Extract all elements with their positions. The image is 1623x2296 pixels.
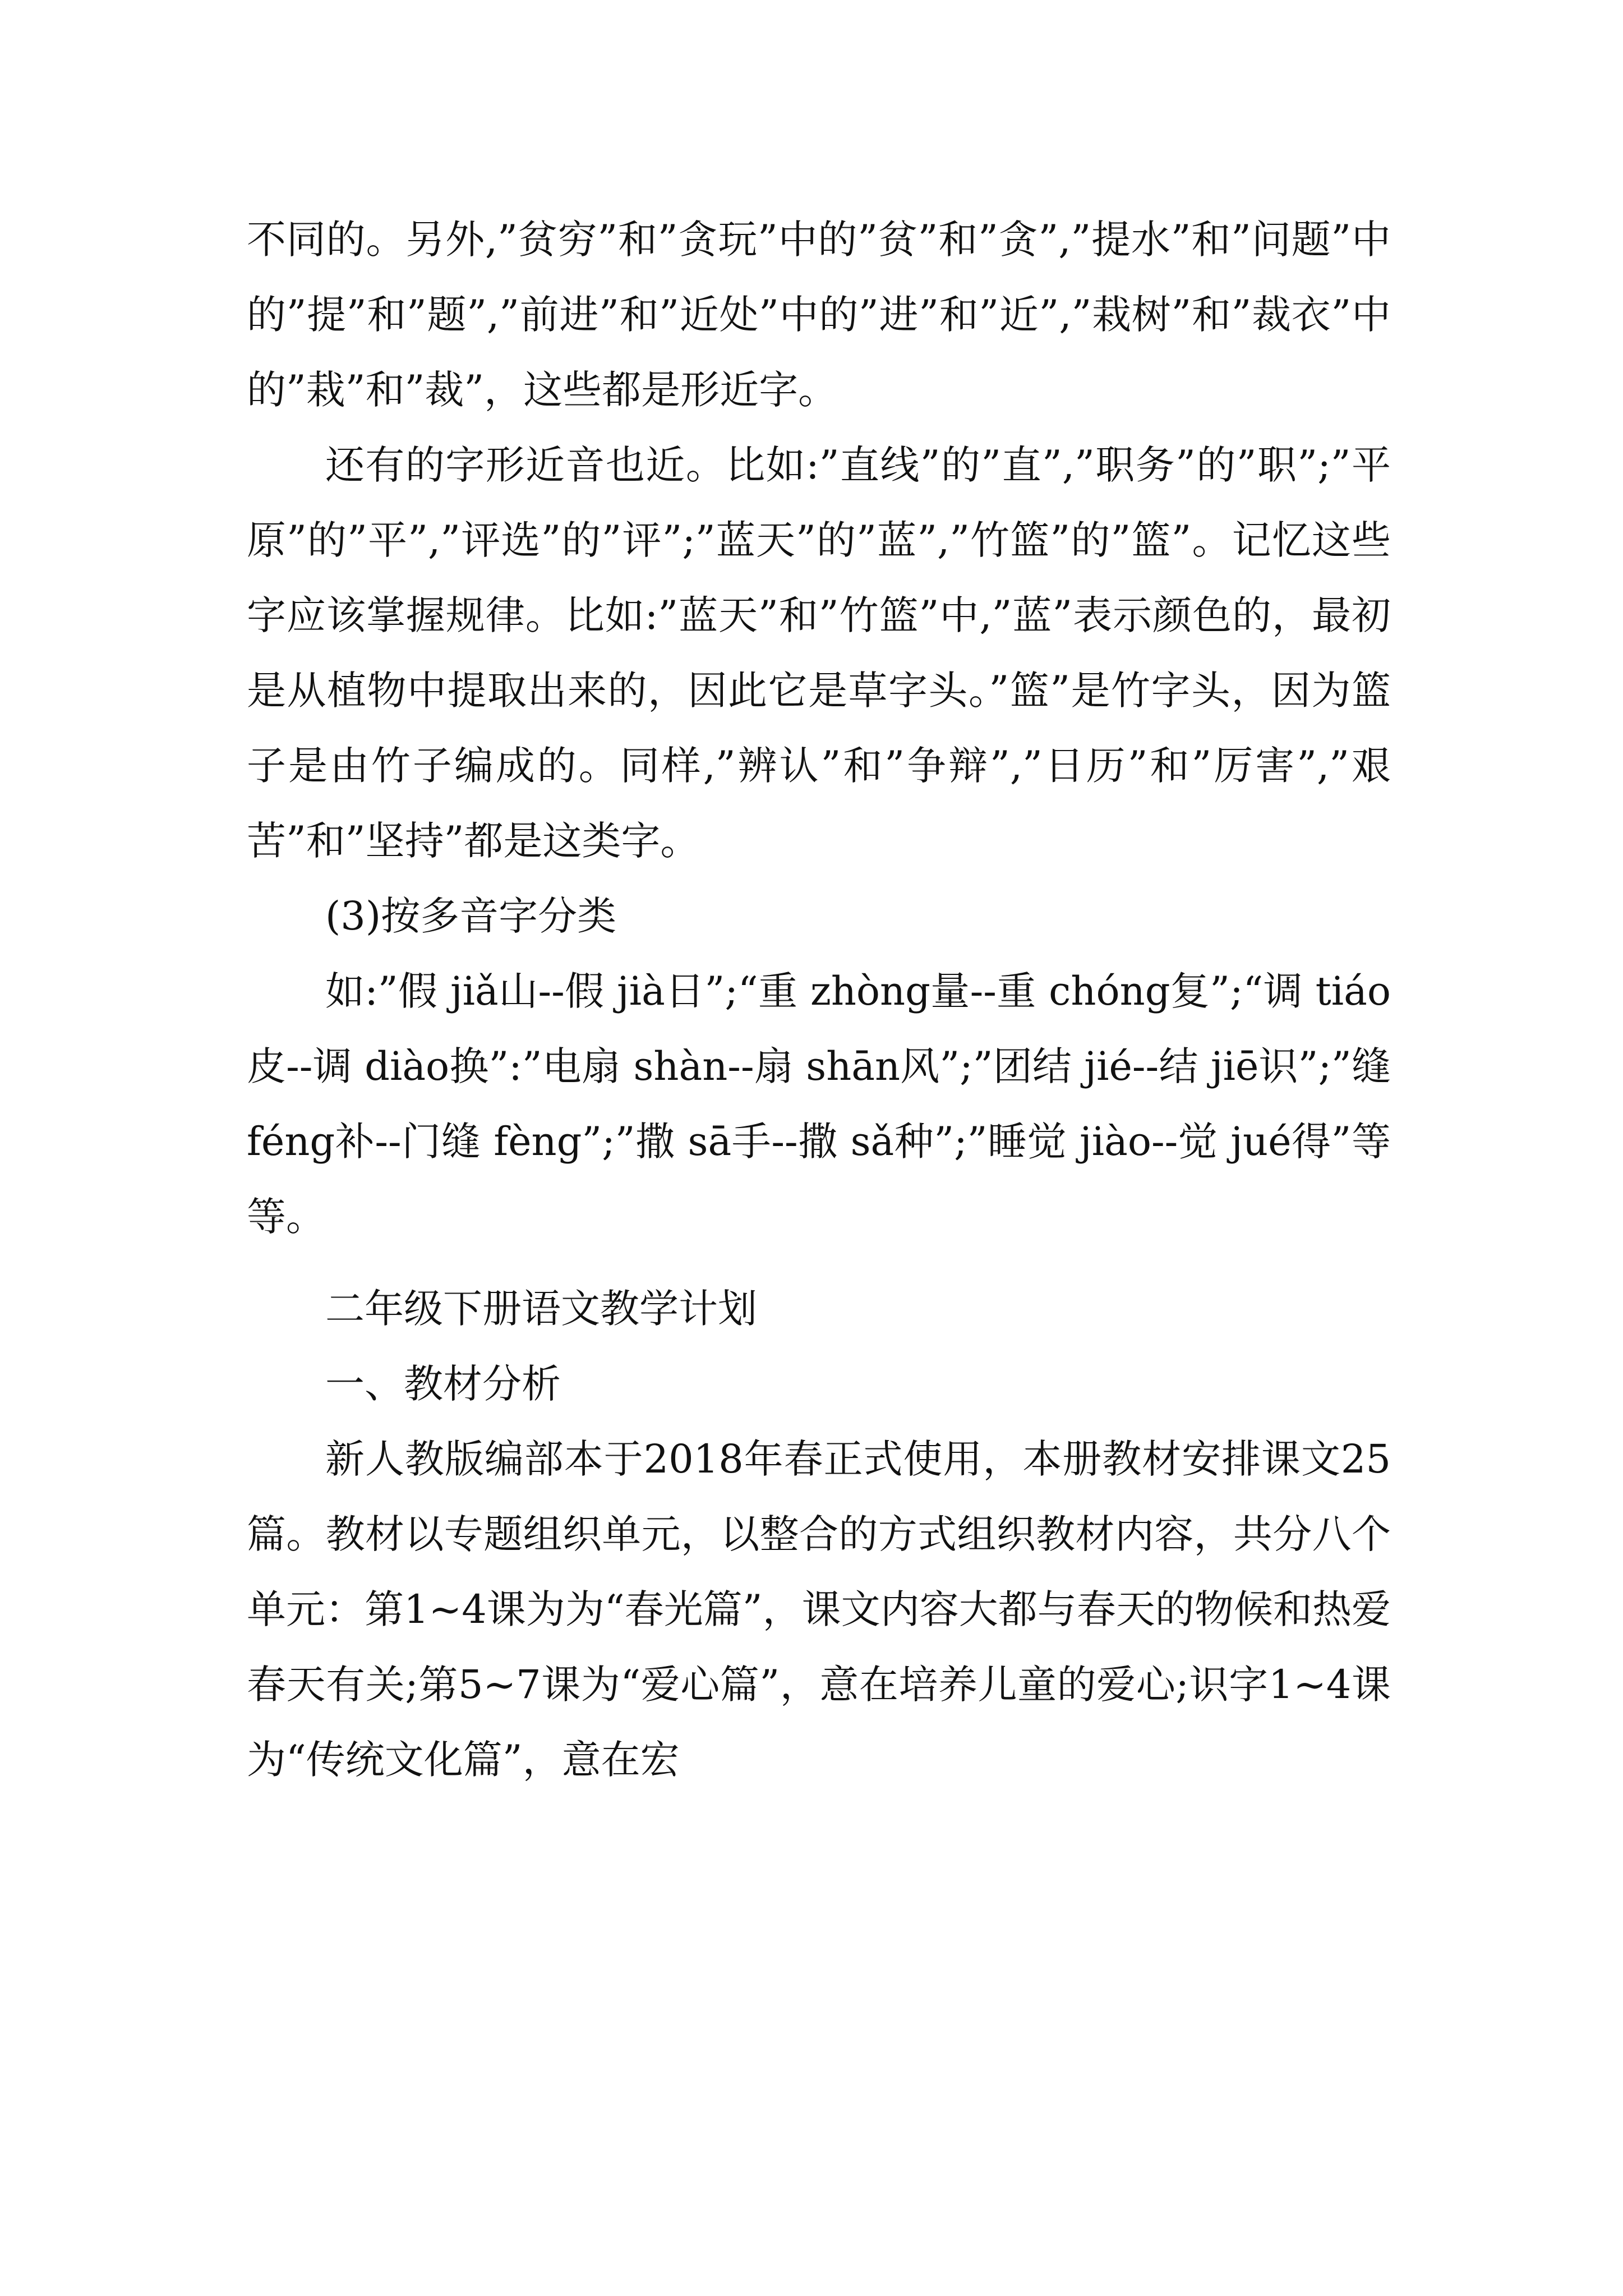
paragraph-similar-form-and-sound: 还有的字形近音也近。比如:”直线”的”直”,”职务”的”职”;”平原”的”平”,”评选”的”评”;”蓝天”的”蓝”,”竹篮”的”篮”。记忆这些字应该掌握规律。比如:”蓝天”和”竹篮”中,”蓝”表示颜色的，最初是从植物中提取出来的，因此它是草字头。”篮”是竹字头，因为篮子是由竹子编成的。同样,”辨认”和”争辩”,”日历”和”厉害”,”艰苦”和”坚持”都是这类字。	[247, 442, 1391, 864]
paragraph-similar-characters: 不同的。另外,”贫穷”和”贪玩”中的”贫”和”贪”,”提水”和”问题”中的”提”和”题”,”前进”和”近处”中的”进”和”近”,”栽树”和”裁衣”中的”栽”和”裁”，这些都是形近字。	[247, 217, 1391, 413]
subheading-polyphonic: (3)按多音字分类	[325, 893, 617, 939]
section-title: 二年级下册语文教学计划	[325, 1286, 757, 1332]
document-page	[247, 202, 1391, 1797]
subheading-textbook-analysis: 一、教材分析	[325, 1361, 561, 1407]
paragraph-polyphonic-examples: 如:”假 jiǎ山--假 jià日”;“重 zhòng量--重 chóng复”;“调 tiáo皮--调 diào换”:”电扇 shàn--扇 shān风”;”团结 jié--结 jiē识”;”缝 féng补--门缝 fèng”;”撒 sā手--撒 sǎ种”;”睡觉 jiào--觉 jué得”等等。	[247, 968, 1391, 1240]
paragraph-textbook-analysis: 新人教版编部本于2018年春正式使用，本册教材安排课文25篇。教材以专题组织单元，以整合的方式组织教材内容，共分八个单元：第1~4课为为“春光篇”，课文内容大都与春天的物候和热爱春天有关;第5~7课为“爱心篇”，意在培养儿童的爱心;识字1~4课为“传统文化篇”，意在宏	[247, 1436, 1391, 1783]
